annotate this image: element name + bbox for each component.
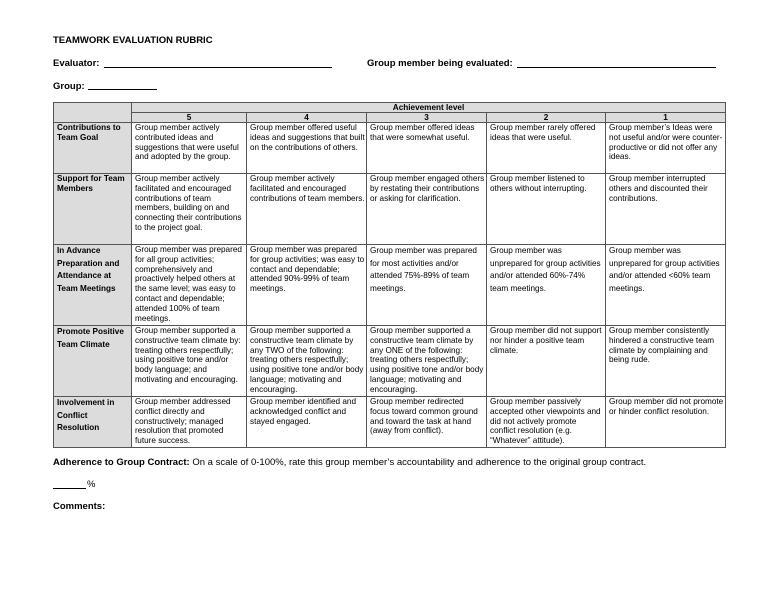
rubric-table — [53, 102, 726, 448]
adherence-line — [53, 457, 646, 468]
rubric-cell: Group member was prepared for all group activities; comprehensively and proactively helped others at the same level; was easy to contact and dependable; attended 100% of team meetings. — [132, 245, 247, 326]
adherence-label: Adherence to Group Contract: — [53, 457, 190, 468]
comments-label: Comments: — [53, 501, 106, 512]
table-row — [54, 123, 726, 174]
rubric-cell: Group member consistently hindered a constructive team climate by complaining and being rude. — [606, 326, 726, 397]
criterion-label: In Advance Preparation and Attendance at Team Meetings — [54, 245, 132, 326]
rubric-cell: Group member engaged others by restating their contributions or asking for clarification. — [367, 174, 487, 245]
rubric-cell: Group member did not support nor hinder a positive team climate. — [487, 326, 606, 397]
evaluator-label: Evaluator: — [53, 58, 100, 69]
criterion-label: Involvement in Conflict Resolution — [54, 397, 132, 448]
group-label: Group: — [53, 81, 85, 92]
table-row — [54, 326, 726, 397]
rubric-cell: Group member offered useful ideas and suggestions that built on the contributions of others. — [247, 123, 367, 174]
rubric-cell: Group member passively accepted other viewpoints and did not actively promote conflict resolution (e.g. “Whatever” attitude). — [487, 397, 606, 448]
rubric-cell: Group member actively contributed ideas and suggestions that were useful and adopted by the group. — [132, 123, 247, 174]
corner-cell — [54, 103, 132, 123]
rubric-cell: Group member supported a constructive team climate by: treating others respectfully; using positive tone and/or body language; and motivating and encouraging. — [132, 326, 247, 397]
percent-sign: % — [87, 479, 96, 490]
member-field[interactable] — [517, 67, 716, 68]
level-header: 4 — [247, 113, 367, 123]
criterion-label: Contributions to Team Goal — [54, 123, 132, 174]
adherence-text: On a scale of 0-100%, rate this group member’s accountability and adherence to the original group contract. — [192, 457, 647, 468]
rubric-cell: Group member’s Ideas were not useful and/or were counter-productive or did not offer any ideas. — [606, 123, 726, 174]
rubric-cell: Group member rarely offered ideas that were useful. — [487, 123, 606, 174]
rubric-cell: Group member offered ideas that were somewhat useful. — [367, 123, 487, 174]
level-header: 3 — [367, 113, 487, 123]
rubric-title: TEAMWORK EVALUATION RUBRIC — [53, 35, 213, 46]
rubric-cell: Group member actively facilitated and encouraged contributions of team members, building on and connecting their contributions to the project goal. — [132, 174, 247, 245]
rubric-cell: Group member actively facilitated and encouraged contributions of team members. — [247, 174, 367, 245]
percent-field[interactable] — [53, 488, 86, 489]
table-row — [54, 174, 726, 245]
rubric-cell: Group member did not promote or hinder conflict resolution. — [606, 397, 726, 448]
level-header: 5 — [132, 113, 247, 123]
rubric-cell: Group member redirected focus toward common ground and toward the task at hand (away from conflict). — [367, 397, 487, 448]
rubric-cell: Group member supported a constructive team climate by any TWO of the following: treating others respectfully; using positive tone and/or body language; motivating and encouraging. — [247, 326, 367, 397]
group-field[interactable] — [88, 89, 157, 90]
level-header: 2 — [487, 113, 606, 123]
evaluator-field[interactable] — [104, 67, 332, 68]
rubric-cell: Group member was prepared for group activities; was easy to contact and dependable; attended 90%-99% of team meetings. — [247, 245, 367, 326]
criterion-label: Promote Positive Team Climate — [54, 326, 132, 397]
rubric-cell: Group member was unprepared for group activities and/or attended 60%-74% team meetings. — [487, 245, 606, 326]
rubric-cell: Group member listened to others without interrupting. — [487, 174, 606, 245]
achievement-header: Achievement level — [132, 103, 726, 113]
level-header: 1 — [606, 113, 726, 123]
member-label: Group member being evaluated: — [367, 58, 513, 69]
criterion-label: Support for Team Members — [54, 174, 132, 245]
rubric-cell: Group member addressed conflict directly and constructively; managed resolution that promoted future success. — [132, 397, 247, 448]
rubric-cell: Group member supported a constructive team climate by any ONE of the following: treating others respectfully; using positive tone and/or body language; motivating and encouraging. — [367, 326, 487, 397]
table-row — [54, 245, 726, 326]
rubric-cell: Group member was prepared for most activities and/or attended 75%-89% of team meetings. — [367, 245, 487, 326]
table-row — [54, 397, 726, 448]
rubric-cell: Group member was unprepared for group activities and/or attended <60% team meetings. — [606, 245, 726, 326]
rubric-cell: Group member interrupted others and discounted their contributions. — [606, 174, 726, 245]
rubric-cell: Group member identified and acknowledged conflict and stayed engaged. — [247, 397, 367, 448]
